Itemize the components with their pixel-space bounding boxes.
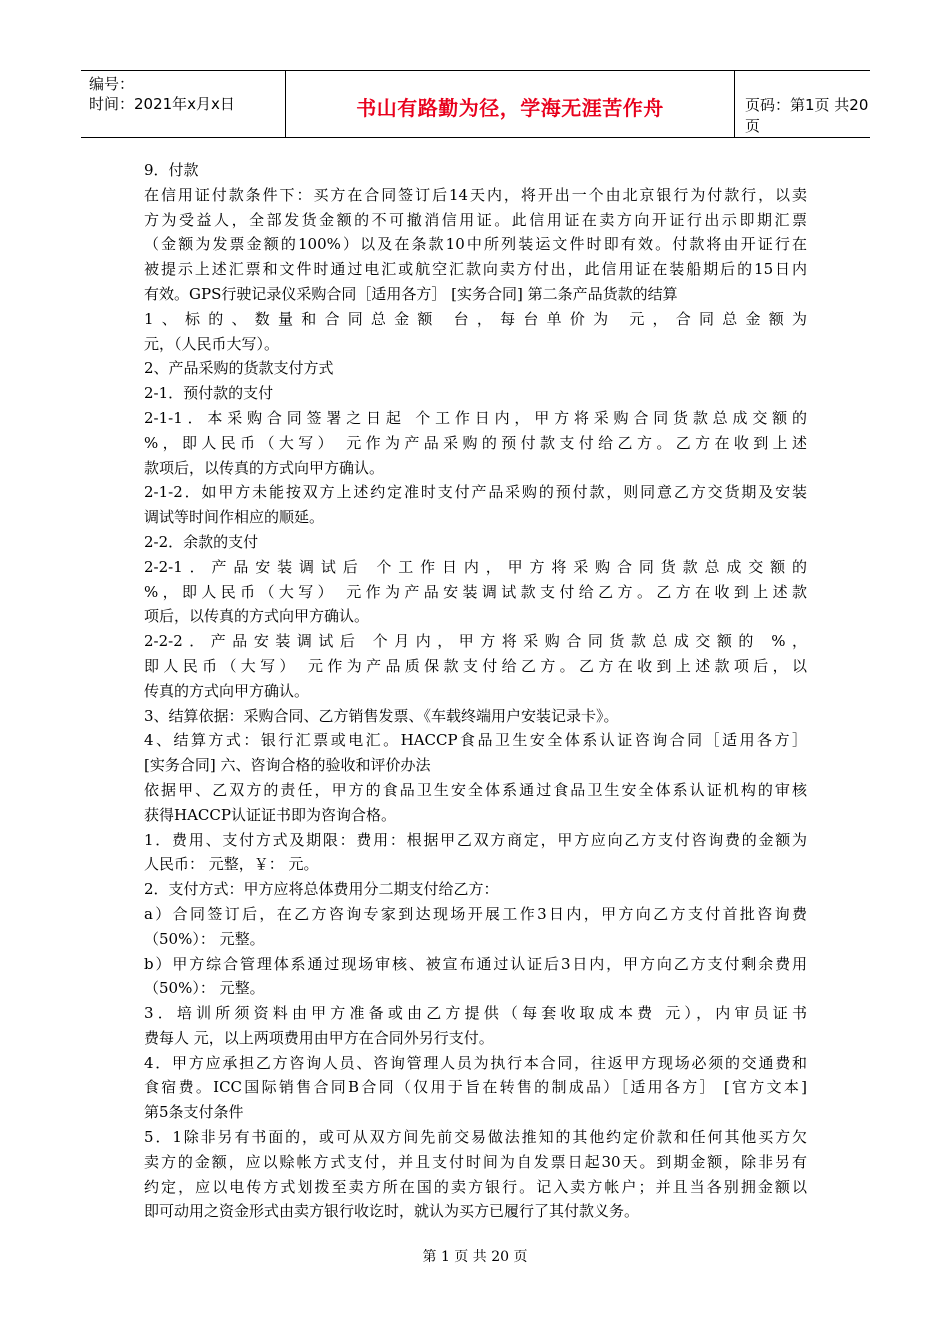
text-line: 3．培训所须资料由甲方准备或由乙方提供（每套收取成本费 元），内审员证书: [144, 1004, 807, 1023]
text-line: 方为受益人，全部发货金额的不可撤消信用证。此信用证在卖方向开证行出示即期汇票: [144, 210, 807, 229]
text-line: 被提示上述汇票和文件时通过电汇或航空汇款向卖方付出，此信用证在装船期后的15日内: [144, 260, 807, 279]
text-line: 2-1-2．如甲方未能按双方上述约定准时支付产品采购的预付款，则同意乙方交货期及安装: [144, 483, 807, 502]
text-line: 2、产品采购的货款支付方式: [144, 359, 334, 378]
text-line: （金额为发票金额的100%）以及在条款10中所列装运文件时即有效。付款将由开证行在: [144, 235, 807, 254]
text-line: （50%）： 元整。: [144, 979, 265, 998]
document-body: [144, 158, 807, 1224]
text-line: 3、结算依据：采购合同、乙方销售发票、《车载终端用户安装记录卡》。: [144, 706, 619, 725]
text-line: 有效。GPS行驶记录仪采购合同［适用各方］ [实务合同] 第二条产品货款的结算: [144, 284, 678, 303]
text-line: 第5条支付条件: [144, 1103, 244, 1122]
text-line: （50%）： 元整。: [144, 929, 265, 948]
text-line: %，即人民币（大写） 元作为产品安装调试款支付给乙方。乙方在收到上述款: [144, 582, 807, 601]
text-line: [实务合同] 六、咨询合格的验收和评价办法: [144, 756, 431, 775]
text-line: 2-1．预付款的支付: [144, 384, 274, 403]
text-line: 4、结算方式：银行汇票或电汇。HACCP食品卫生安全体系认证咨询合同［适用各方］: [144, 731, 807, 750]
text-line: 卖方的金额，应以赊帐方式支付，并且支付时间为自发票日起30天。到期金额，除非另有: [144, 1152, 807, 1171]
text-line: 人民币： 元整，￥： 元。: [144, 855, 319, 874]
header-right-cell: [735, 71, 870, 137]
text-line: 款项后，以传真的方式向甲方确认。: [144, 458, 385, 477]
header-motto: 书山有路勤为径，学海无涯苦作舟: [356, 96, 664, 120]
document-date-label: 时间：2021年x月x日: [89, 95, 235, 113]
text-line: 2-2-2．产品安装调试后 个月内，甲方将采购合同货款总成交额的 %，: [144, 632, 807, 651]
text-line: 食宿费。ICC国际销售合同B合同（仅用于旨在转售的制成品）［适用各方］ [官方文本]: [144, 1078, 807, 1097]
header-page-label: 页码：第1页 共20页: [745, 96, 869, 135]
text-line: 获得HACCP认证证书即为咨询合格。: [144, 805, 396, 824]
text-line: 1、标的、数量和合同总金额 台，每台单价为 元，合同总金额为: [144, 309, 807, 328]
header-table: [81, 70, 870, 138]
text-line: 2-1-1．本采购合同签署之日起 个工作日内，甲方将采购合同货款总成交额的: [144, 408, 807, 427]
text-line: 即可动用之资金形式由卖方银行收讫时，就认为买方已履行了其付款义务。: [144, 1202, 640, 1221]
text-line: 约定，应以电传方式划拨至卖方所在国的卖方银行。记入卖方帐户；并且当各别拥金额以: [144, 1177, 807, 1196]
document-number-label: 编号：: [89, 75, 135, 93]
text-line: 项后，以传真的方式向甲方确认。: [144, 607, 370, 626]
text-line: 1．费用、支付方式及期限：费用：根据甲乙双方商定，甲方应向乙方支付咨询费的金额为: [144, 830, 807, 849]
text-line: 4．甲方应承担乙方咨询人员、咨询管理人员为执行本合同，往返甲方现场必须的交通费和: [144, 1053, 807, 1072]
text-line: 2-2．余款的支付: [144, 532, 259, 551]
text-line: 2-2-1．产品安装调试后 个工作日内，甲方将采购合同货款总成交额的: [144, 557, 807, 576]
text-line: 依据甲、乙双方的责任，甲方的食品卫生安全体系通过食品卫生安全体系认证机构的审核: [144, 780, 807, 799]
text-line: 即人民币（大写） 元作为产品质保款支付给乙方。乙方在收到上述款项后，以: [144, 656, 807, 675]
text-line: 2．支付方式：甲方应将总体费用分二期支付给乙方：: [144, 880, 499, 899]
text-line: %，即人民币（大写） 元作为产品采购的预付款支付给乙方。乙方在收到上述: [144, 433, 807, 452]
header-left-cell: [81, 71, 286, 137]
page-footer: 第 1 页 共 20 页: [422, 1249, 528, 1265]
text-line: 元，（人民币大写）。: [144, 334, 280, 353]
text-line: 9．付款: [144, 161, 199, 179]
text-line: 在信用证付款条件下：买方在合同签订后14天内，将开出一个由北京银行为付款行，以卖: [144, 185, 807, 204]
text-line: 调试等时间作相应的顺延。: [144, 508, 325, 527]
text-line: 费每人 元，以上两项费用由甲方在合同外另行支付。: [144, 1028, 494, 1047]
text-line: 传真的方式向甲方确认。: [144, 681, 310, 700]
header-center-cell: [286, 71, 735, 137]
text-line: 5．1除非另有书面的，或可从双方间先前交易做法推知的其他约定价款和任何其他买方欠: [144, 1128, 807, 1147]
text-line: a）合同签订后，在乙方咨询专家到达现场开展工作3日内，甲方向乙方支付首批咨询费: [144, 904, 807, 923]
text-line: b）甲方综合管理体系通过现场审核、被宣布通过认证后3日内，甲方向乙方支付剩余费用: [144, 954, 807, 973]
